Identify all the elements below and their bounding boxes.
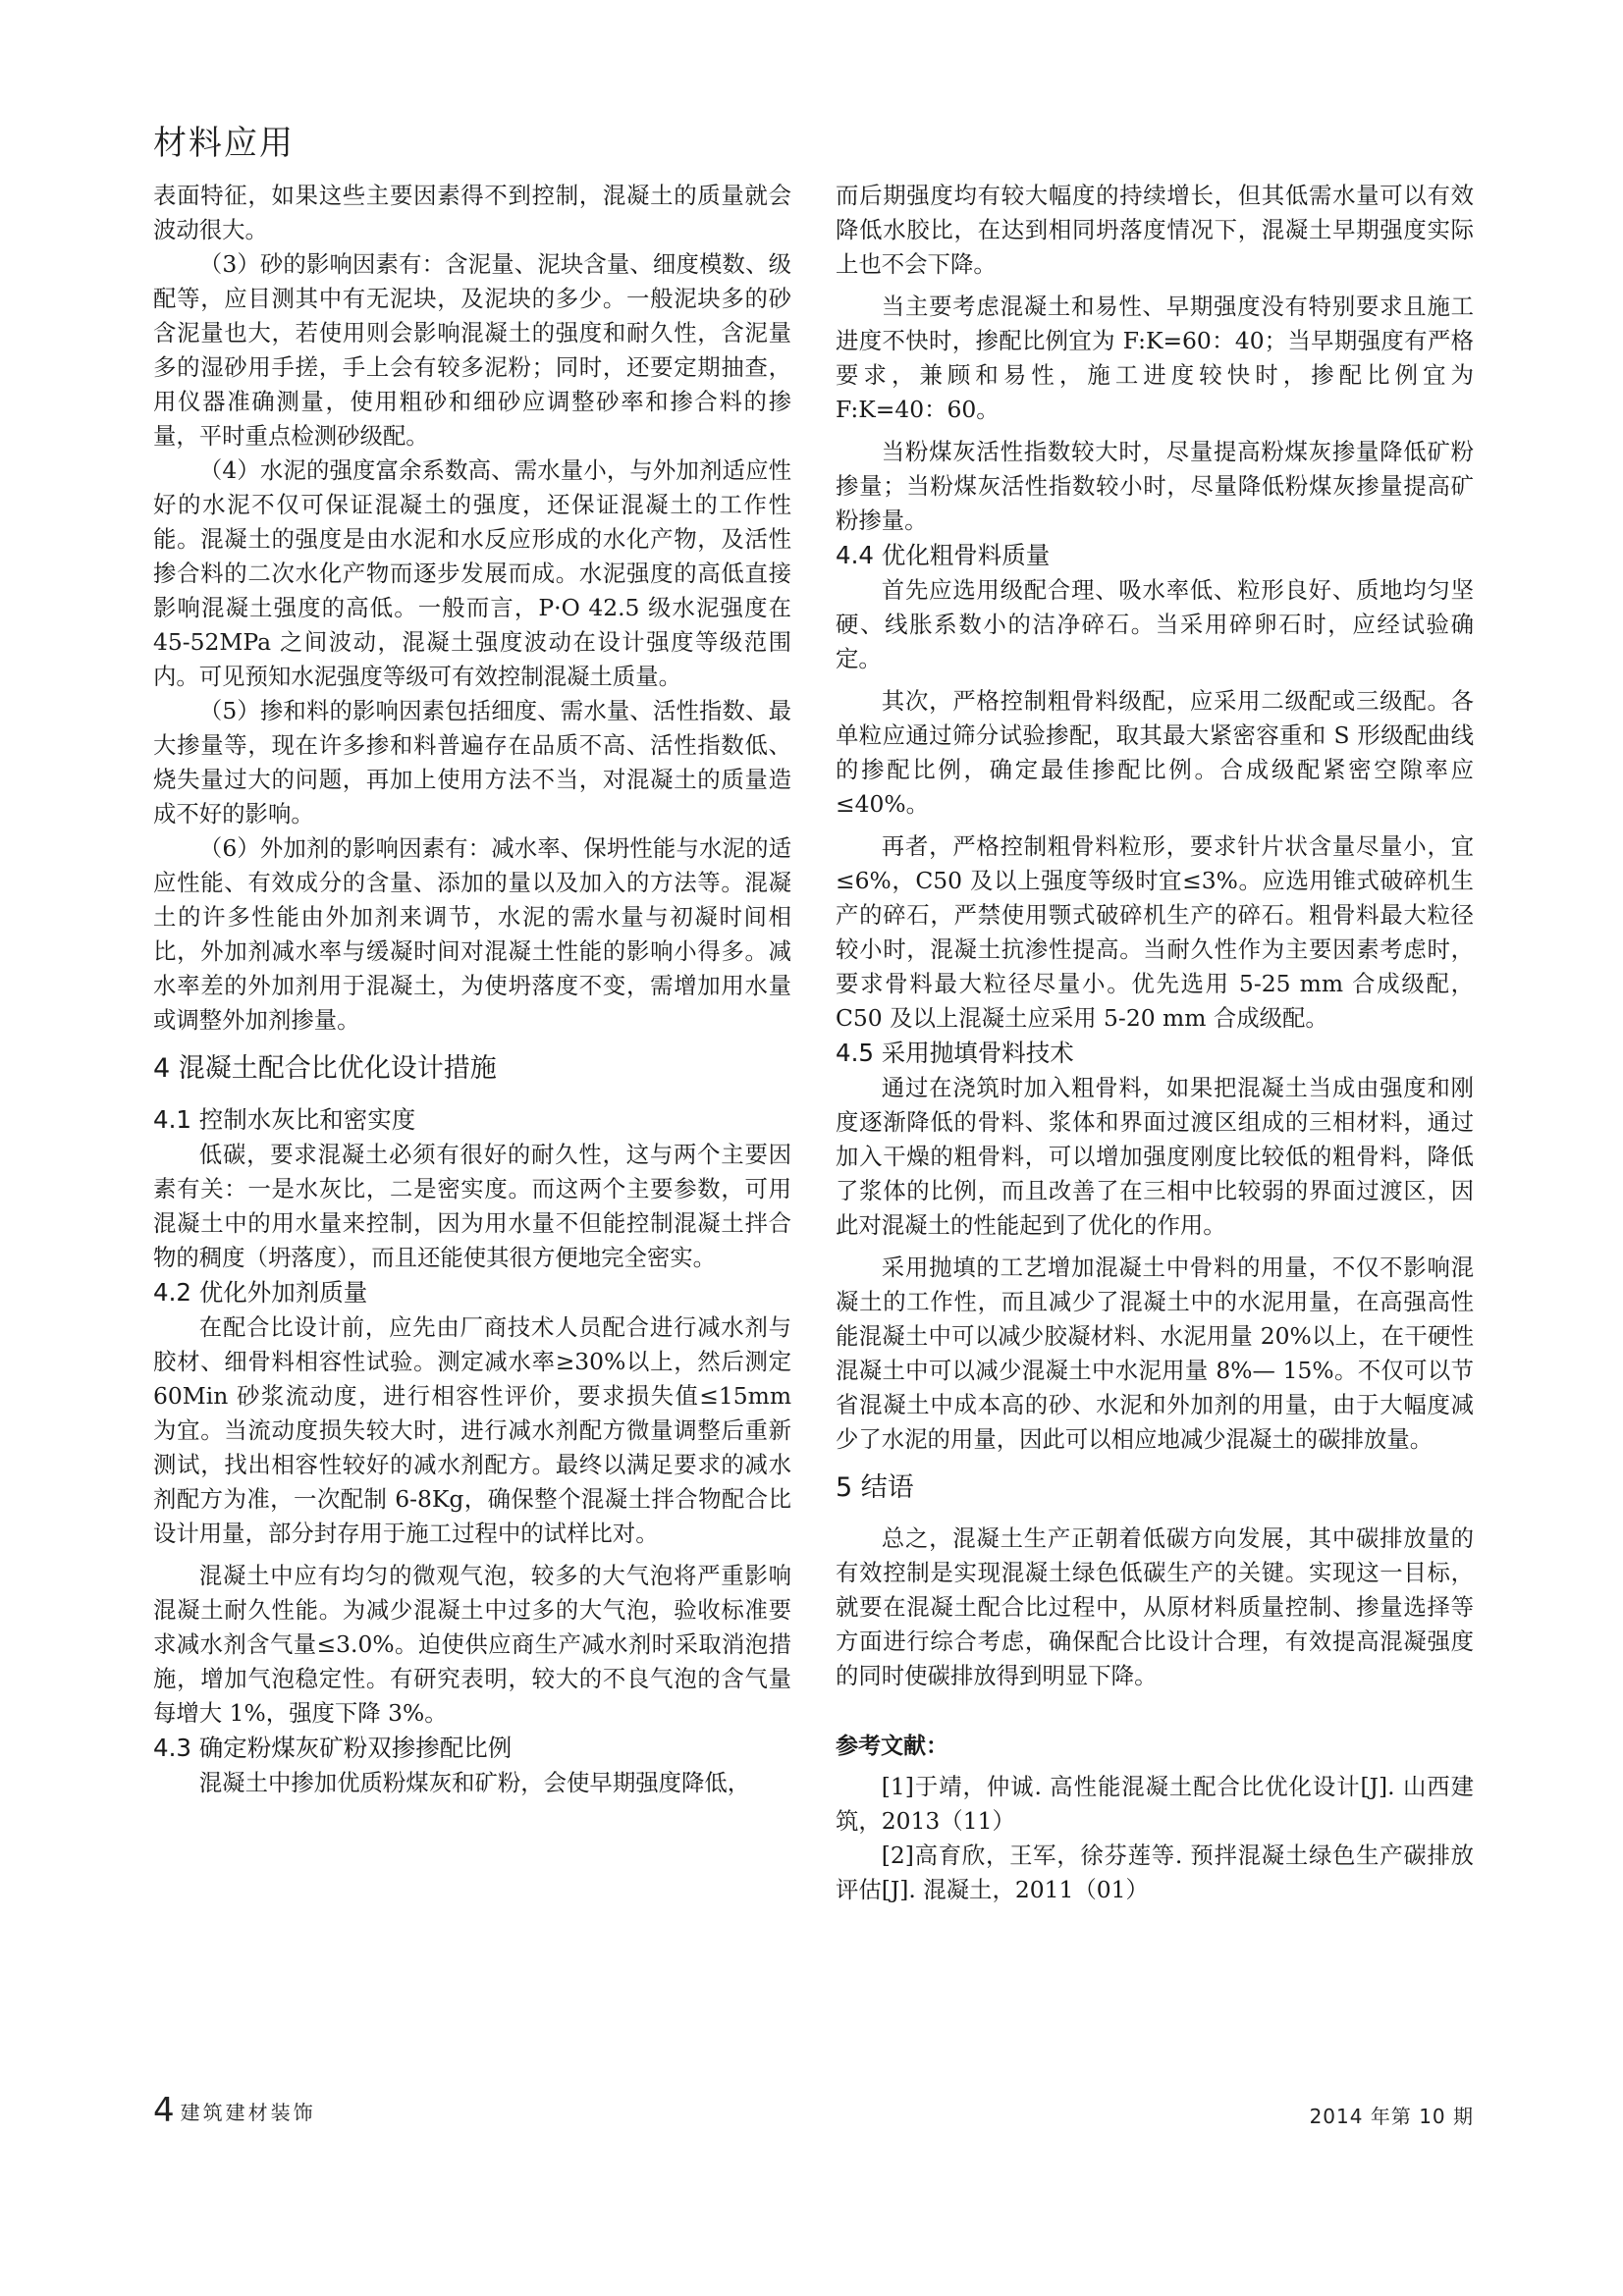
journal-name: 建筑建材装饰 [180,2100,316,2124]
heading-section-5: 5 结语 [836,1472,914,1503]
heading-4-3: 4.3 确定粉煤灰矿粉双掺掺配比例 [153,1734,513,1762]
spacer [153,1551,791,1559]
issue-label: 2014 年第 10 期 [1309,2105,1474,2128]
spacer [836,822,1474,829]
spacer [836,1243,1474,1251]
paragraph-4-5-b: 采用抛填的工艺增加混凝土中骨料的用量，不仅不影响混凝土的工作性，而且减少了混凝土中的水泥用量，在高强高性能混凝土中可以减少胶凝材料、水泥用量 20%以上，在干硬性混凝土中可以减少混凝土中水泥用量 8%— 15%。不仅可以节省混凝土中成本高的砂、水泥和外加剂的用量，由于大幅度减少了水泥的用量，因此可以相应地减少混凝土的碳排放量。 [836,1254,1474,1453]
heading-4-1: 4.1 控制水灰比和密实度 [153,1105,416,1134]
paragraph-4-5-a: 通过在浇筑时加入粗骨料，如果把混凝土当成由强度和刚度逐渐降低的骨料、浆体和界面过渡区组成的三相材料，通过加入干燥的粗骨料，可以增加强度刚度比较低的粗骨料，降低了浆体的比例，而且改善了在三相中比较弱的界面过渡区，因此对混凝土的性能起到了优化的作用。 [836,1074,1474,1239]
page-number: 4 [153,2091,175,2130]
paragraph-4-4-b: 其次，严格控制粗骨料级配，应采用二级配或三级配。各单粒应通过筛分试验掺配，取其最大紧密容重和 S 形级配曲线的掺配比例，确定最佳掺配比例。合成级配紧密空隙率应≤40%。 [836,687,1474,818]
paragraph-4-3-ratio: 当主要考虑混凝土和易性、早期强度没有特别要求且施工进度不快时，掺配比例宜为 F:K=60：40；当早期强度有严格要求，兼顾和易性，施工进度较快时，掺配比例宜为 F:K=40：60。 [836,293,1474,423]
spacer [836,427,1474,435]
heading-references: 参考文献： [836,1734,948,1759]
heading-section-4: 4 混凝土配合比优化设计措施 [153,1053,497,1084]
paragraph-4-3: 混凝土中掺加优质粉煤灰和矿粉，会使早期强度降低， [198,1769,751,1796]
paragraph-4-4-c: 再者，严格控制粗骨料粒形，要求针片状含量尽量小，宜≤6%，C50 及以上强度等级时宜≤3%。应选用锥式破碎机生产的碎石，严禁使用颚式破碎机生产的碎石。粗骨料最大粒径较小时，混凝土抗渗性提高。当耐久性作为主要因素考虑时，要求骨料最大粒径尽量小。优先选用 5-25 mm 合成级配，C50 及以上混凝土应采用 5-20 mm 合成级配。 [836,832,1474,1032]
paragraph-4-3-activity: 当粉煤灰活性指数较大时，尽量提高粉煤灰掺量降低矿粉掺量；当粉煤灰活性指数较小时，尽量降低粉煤灰掺量提高矿粉掺量。 [836,438,1474,534]
left-column [153,179,791,1800]
section-header: 材料应用 [153,124,295,163]
footer-left [153,2091,316,2130]
paragraph-4-2-a: 在配合比设计前，应先由厂商技术人员配合进行减水剂与胶材、细骨料相容性试验。测定减水率≥30%以上，然后测定 60Min 砂浆流动度，进行相容性评价，要求损失值≤15mm 为宜。当流动度损失较大时，进行减水剂配方微量调整后重新测试，找出相容性较好的减水剂配方。最终以满足要求的减水剂配方为准，一次配制 6-8Kg，确保整个混凝土拌合物配合比设计用量，部分封存用于施工过程中的试样比对。 [153,1313,791,1547]
heading-4-4: 4.4 优化粗骨料质量 [836,541,1051,569]
paragraph-sand: （3）砂的影响因素有：含泥量、泥块含量、细度模数、级配等，应目测其中有无泥块，及泥块的多少。一般泥块多的砂含泥量也大，若使用则会影响混凝土的强度和耐久性，含泥量多的湿砂用手搓，手上会有较多泥粉；同时，还要定期抽查，用仪器准确测量，使用粗砂和细砂应调整砂率和掺合料的掺量，平时重点检测砂级配。 [153,250,791,450]
reference-item-1: [1]于靖，仲诚. 高性能混凝土配合比优化设计[J]. 山西建筑，2013（11） [836,1773,1474,1835]
paragraph-admixture-materials: （5）掺和料的影响因素包括细度、需水量、活性指数、最大掺量等，现在许多掺和料普遍存在品质不高、活性指数低、烧失量过大的问题，再加上使用方法不当，对混凝土的质量造成不好的影响。 [153,697,791,828]
right-column [836,179,1474,1907]
paragraph-4-4-a: 首先应选用级配合理、吸水率低、粒形良好、质地均匀坚硬、线胀系数小的洁净碎石。当采用碎卵石时，应经试验确定。 [836,576,1474,672]
paragraph-cement: （4）水泥的强度富余系数高、需水量小，与外加剂适应性好的水泥不仅可保证混凝土的强度，还保证混凝土的工作性能。混凝土的强度是由水泥和水反应形成的水化产物，及活性掺合料的二次水化产物而逐步发展而成。水泥强度的高低直接影响混凝土强度的高低。一般而言，P·O 42.5 级水泥强度在 45-52MPa 之间波动，混凝土强度波动在设计强度等级范围内。可见预知水泥强度等级可有效控制混凝土质量。 [153,456,791,690]
paragraph-4-1: 低碳，要求混凝土必须有很好的耐久性，这与两个主要因素有关：一是水灰比，二是密实度。而这两个主要参数，可用混凝土中的用水量来控制，因为用水量不但能控制混凝土拌合物的稠度（坍落度），而且还能使其很方便地完全密实。 [153,1141,791,1271]
spacer [836,282,1474,290]
heading-4-2: 4.2 优化外加剂质量 [153,1278,368,1307]
spacer [836,676,1474,684]
paragraph-intro: 表面特征，如果这些主要因素得不到控制，混凝土的质量就会波动很大。 [153,182,791,243]
paragraph-additive: （6）外加剂的影响因素有：减水率、保坍性能与水泥的适应性能、有效成分的含量、添加的量以及加入的方法等。混凝土的许多性能由外加剂来调节，水泥的需水量与初凝时间相比，外加剂减水率与缓凝时间对混凝土性能的影响小得多。减水率差的外加剂用于混凝土，为使坍落度不变，需增加用水量或调整外加剂掺量。 [153,834,791,1034]
reference-item-2: [2]高育欣，王军，徐芬莲等. 预拌混凝土绿色生产碳排放评估[J]. 混凝土，2011（01） [836,1842,1474,1903]
paragraph-4-2-b: 混凝土中应有均匀的微观气泡，较多的大气泡将严重影响混凝土耐久性能。为减少混凝土中过多的大气泡，验收标准要求减水剂含气量≤3.0%。迫使供应商生产减水剂时采取消泡措施，增加气泡稳定性。有研究表明，较大的不良气泡的含气量每增大 1%，强度下降 3%。 [153,1562,791,1727]
paragraph-conclusion: 总之，混凝土生产正朝着低碳方向发展，其中碳排放量的有效控制是实现混凝土绿色低碳生产的关键。实现这一目标，就要在混凝土配合比过程中，从原材料质量控制、掺量选择等方面进行综合考虑，确保配合比设计合理，有效提高混凝强度的同时使碳排放得到明显下降。 [836,1524,1474,1689]
heading-4-5: 4.5 采用抛填骨料技术 [836,1039,1074,1067]
paragraph-4-3-continued: 而后期强度均有较大幅度的持续增长，但其低需水量可以有效降低水胶比，在达到相同坍落度情况下，混凝土早期强度实际上也不会下降。 [836,182,1474,278]
